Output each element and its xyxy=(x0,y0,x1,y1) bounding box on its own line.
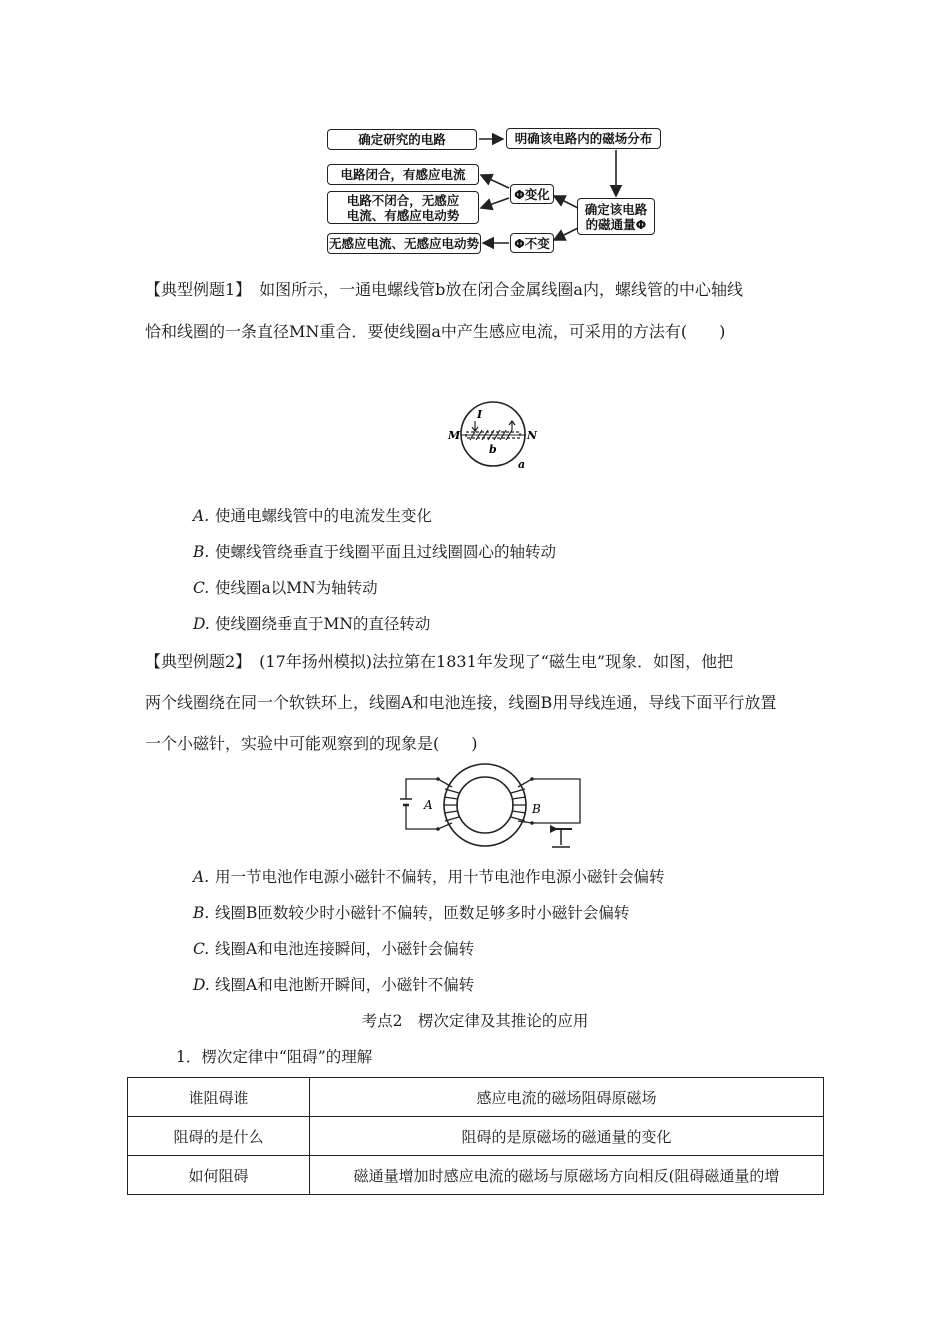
flow-box-open-line1: 电路不闭合，无感应 xyxy=(346,192,460,208)
option-letter: D. xyxy=(193,976,210,994)
example2-line2: 两个线圈绕在同一个软铁环上，线圈A和电池连接，线圈B用导线连通，导线下面平行放置 xyxy=(145,693,777,712)
label-A: A xyxy=(424,798,433,812)
option-letter: C. xyxy=(193,579,210,597)
option-letter: A. xyxy=(193,868,210,886)
flow-box-flux-line1: 确定该电路 xyxy=(584,201,648,217)
hinder-table xyxy=(127,1077,824,1195)
table-cell-value: 阻碍的是原磁场的磁通量的变化 xyxy=(310,1117,824,1156)
example1-line2: 恰和线圈的一条直径MN重合．要使线圈a中产生感应电流，可采用的方法有( ) xyxy=(145,322,726,341)
label-B: B xyxy=(532,802,541,816)
section-heading: 考点2 楞次定律及其推论的应用 xyxy=(361,1012,589,1030)
flow-box-open xyxy=(327,191,479,224)
label-b: b xyxy=(489,443,497,456)
table-row xyxy=(128,1078,824,1117)
arrow-change-to-closed xyxy=(481,175,509,188)
arrow-change-to-open xyxy=(481,198,509,208)
example1-option-a xyxy=(193,504,432,526)
option-letter: C. xyxy=(193,940,210,958)
example2-line1: 【典型例题2】 (17年扬州模拟)法拉第在1831年发现了“磁生电”现象．如图，他把 xyxy=(145,652,734,671)
example2-option-c xyxy=(193,937,474,959)
table-cell-value: 感应电流的磁场阻碍原磁场 xyxy=(310,1078,824,1117)
option-text: 使线圈a以MN为轴转动 xyxy=(215,579,378,597)
flow-box-closed: 电路闭合，有感应电流 xyxy=(327,164,479,185)
option-text: 使螺线管绕垂直于线圈平面且过线圈圆心的轴转动 xyxy=(215,543,557,561)
example2-figure xyxy=(400,759,585,854)
option-text: 线圈A和电池连接瞬间，小磁针会偏转 xyxy=(215,940,475,958)
option-letter: B. xyxy=(193,543,210,561)
example1-figure xyxy=(440,396,540,472)
table-cell-label: 如何阻碍 xyxy=(128,1156,310,1195)
flow-box-flux-line2: 的磁通量Φ xyxy=(585,216,647,232)
flow-box-field: 明确该电路内的磁场分布 xyxy=(506,128,661,149)
flow-box-nochange: Φ不变 xyxy=(510,233,554,253)
flow-box-circuit: 确定研究的电路 xyxy=(327,129,477,150)
label-N: N xyxy=(527,429,538,442)
arrow-flux-to-change xyxy=(554,196,578,208)
flow-box-change: Φ变化 xyxy=(510,184,554,204)
example1-option-c xyxy=(193,576,378,598)
option-text: 用一节电池作电源小磁针不偏转，用十节电池作电源小磁针会偏转 xyxy=(215,868,665,886)
option-text: 线圈B匝数较少时小磁针不偏转，匝数足够多时小磁针会偏转 xyxy=(215,904,630,922)
example2-line3: 一个小磁针，实验中可能观察到的现象是( ) xyxy=(145,734,478,753)
option-letter: B. xyxy=(193,904,210,922)
example1-line1: 【典型例题1】 如图所示，一通电螺线管b放在闭合金属线圈a内，螺线管的中心轴线 xyxy=(145,280,743,299)
label-M: M xyxy=(448,429,461,442)
table-cell-label: 谁阻碍谁 xyxy=(128,1078,310,1117)
example1-option-d xyxy=(193,612,430,634)
example2-option-b xyxy=(193,901,629,923)
table-cell-label: 阻碍的是什么 xyxy=(128,1117,310,1156)
flow-box-flux xyxy=(577,198,655,235)
flow-box-open-line2: 电流、有感应电动势 xyxy=(346,207,460,223)
table-row xyxy=(128,1156,824,1195)
table-row xyxy=(128,1117,824,1156)
label-I: I xyxy=(477,408,483,421)
option-text: 使线圈绕垂直于MN的直径转动 xyxy=(215,615,431,633)
section-subheading: 1．楞次定律中“阻碍”的理解 xyxy=(176,1048,373,1066)
arrow-flux-to-nochange xyxy=(554,228,578,240)
label-a: a xyxy=(518,458,526,471)
table-cell-value: 磁通量增加时感应电流的磁场与原磁场方向相反(阻碍磁通量的增 xyxy=(310,1156,824,1195)
option-text: 线圈A和电池断开瞬间，小磁针不偏转 xyxy=(215,976,475,994)
example1-option-b xyxy=(193,540,556,562)
option-letter: D. xyxy=(193,615,210,633)
example2-option-d xyxy=(193,973,474,995)
flow-box-none: 无感应电流、无感应电动势 xyxy=(327,233,481,254)
option-text: 使通电螺线管中的电流发生变化 xyxy=(215,507,433,525)
example2-option-a xyxy=(193,865,665,887)
option-letter: A. xyxy=(193,507,210,525)
